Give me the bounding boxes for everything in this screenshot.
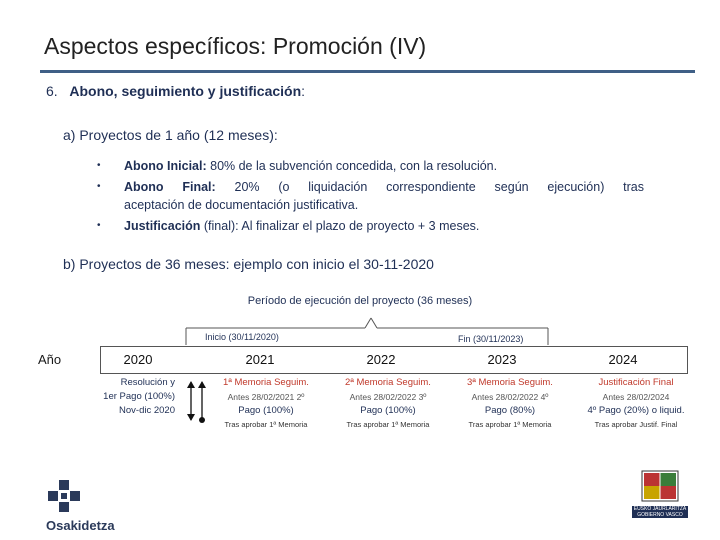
bullet-marker: •: [97, 181, 101, 192]
year-2020: 2020: [123, 352, 153, 367]
col-2021: 1ª Memoria Seguim. Antes 28/02/2021 2º Pago (100%) Tras aprobar 1ª Memoria: [223, 377, 309, 429]
section-colon: :: [301, 83, 306, 99]
col-2023: 3ª Memoria Seguim. Antes 28/02/2022 4º Pago (80%) Tras aprobar 1ª Memoria: [467, 377, 553, 429]
bullet-marker: •: [97, 160, 101, 171]
osakidetza-logo-text: Osakidetza: [46, 518, 115, 533]
section-number: 6.: [46, 83, 58, 99]
year-2021: 2021: [245, 352, 275, 367]
gov-label: EUSKO JAURLARITZA GOBIERNO VASCO: [633, 506, 687, 518]
start-label: Inicio (30/11/2020): [205, 332, 279, 342]
end-label: Fin (30/11/2023): [458, 334, 524, 344]
year-row-label: Año: [38, 352, 62, 367]
bullet-marker: •: [97, 220, 101, 231]
section-label: Abono, seguimiento y justificación: [69, 83, 302, 99]
gobierno-vasco-shield-icon: [640, 470, 680, 504]
bullet-item-1: Abono Inicial: 80% de la subvención concedida, con la resolución.: [124, 159, 498, 173]
col-2024: Justificación Final Antes 28/02/2024 4º Pago (20%) o liquid. Tras aprobar Justif. Final: [587, 377, 685, 429]
osakidetza-logo-icon: [48, 478, 80, 514]
year-2024: 2024: [608, 352, 638, 367]
subsection-a: a) Proyectos de 1 año (12 meses):: [63, 127, 278, 143]
bullet-item-2-cont: aceptación de documentación justificativa.: [124, 198, 359, 212]
page-title: Aspectos específicos: Promoción (IV): [44, 33, 427, 59]
col-2020: Resolución y 1er Pago (100%) Nov-dic 2020: [103, 377, 175, 416]
bullet-item-2: Abono Final: 20% (o liquidación correspondiente según ejecución) tras: [124, 180, 644, 194]
year-2023: 2023: [487, 352, 517, 367]
period-label: Período de ejecución del proyecto (36 meses): [247, 295, 473, 307]
col-2022: 2ª Memoria Seguim. Antes 28/02/2022 3º Pago (100%) Tras aprobar 1ª Memoria: [345, 377, 431, 429]
bullet-item-3: Justificación (final): Al finalizar el plazo de proyecto + 3 meses.: [124, 219, 480, 233]
year-2022: 2022: [366, 352, 396, 367]
subsection-b: b) Proyectos de 36 meses: ejemplo con inicio el 30-11-2020: [63, 256, 434, 272]
